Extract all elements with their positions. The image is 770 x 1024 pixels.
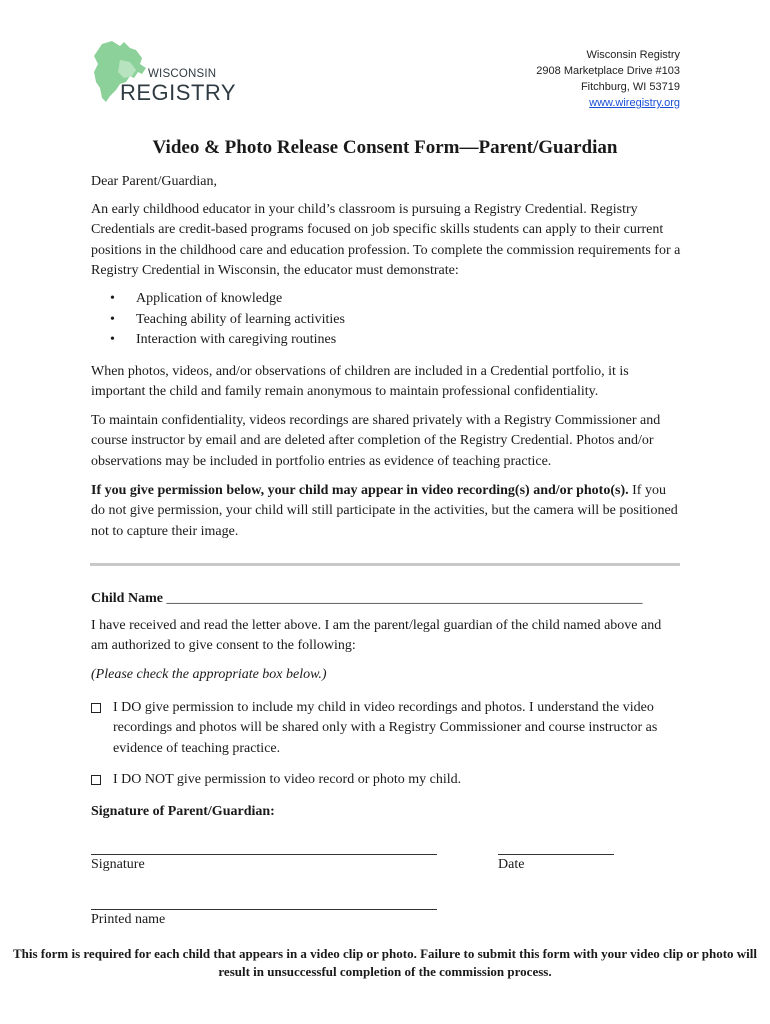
address-line-1: 2908 Marketplace Drive #103 [536, 65, 680, 77]
child-name-line[interactable]: ____________________________________________________________________ [162, 591, 643, 606]
organization-address [536, 47, 680, 111]
confidentiality-paragraph: To maintain confidentiality, videos recordings are shared privately with a Registry Commissioner and course instructor by email and are deleted after completion of the Registry Credential. Photos and/or observations may be included in portfolio entries as evidence of teaching practice. [91, 413, 661, 469]
logo-text-registry: REGISTRY [120, 80, 237, 105]
signature-line[interactable] [91, 854, 437, 855]
permission-rest-text: If you do not give permission, your child will still participate in the activities, but the camera will be positioned not to capture their image. [91, 483, 678, 539]
permission-no-checkbox[interactable] [91, 775, 101, 785]
anonymity-paragraph: When photos, videos, and/or observations of children are included in a Credential portfolio, it is important the child and family remain anonymous to maintain professional confidentiality. [91, 364, 629, 400]
date-line[interactable] [498, 854, 614, 855]
requirements-list [110, 289, 345, 351]
option-deny-permission[interactable] [91, 770, 681, 790]
list-item: • Application of knowledge [110, 289, 345, 310]
option-give-permission[interactable] [91, 698, 681, 759]
address-line-2: Fitchburg, WI 53719 [580, 81, 680, 93]
permission-yes-label: I DO give permission to include my child in video recordings and photos. I understand the video recordings and photos will be shared only with a Registry Commissioner and course instructor as evidence of teaching practice. [113, 700, 658, 756]
logo-text-wisconsin: WISCONSIN [148, 68, 217, 80]
intro-paragraph: An early childhood educator in your child’s classroom is pursuing a Registry Credential. Registry Credentials are credit-based programs focused on job specific skills students can apply to their current positions in the childhood care and education profession. To complete the commission requirements for a Registry Credential in Wisconsin, the educator must demonstrate: [91, 202, 681, 279]
permission-yes-checkbox[interactable] [91, 703, 101, 713]
signature-label: Signature [91, 857, 145, 872]
org-name: Wisconsin Registry [586, 49, 680, 61]
acknowledgement-paragraph: I have received and read the letter above. I am the parent/legal guardian of the child named above and am authorized to give consent to the following: [91, 618, 662, 654]
date-label: Date [498, 857, 525, 872]
child-name-label: Child Name [91, 591, 163, 606]
permission-no-label: I DO NOT give permission to video record or photo my child. [113, 772, 462, 787]
permission-bold-text: If you give permission below, your child may appear in video recording(s) and/or photo(s). [91, 483, 629, 498]
child-name-field[interactable] [91, 589, 681, 609]
footer-notice: This form is required for each child that appears in a video clip or photo. Failure to submit this form with your video clip or photo will result in unsuccessful completion of the commission process. [12, 946, 758, 979]
salutation: Dear Parent/Guardian, [91, 174, 217, 189]
check-instruction: (Please check the appropriate box below.) [91, 667, 327, 682]
list-item: • Interaction with caregiving routines [110, 330, 345, 351]
form-title: Video & Photo Release Consent Form—Parent/Guardian [152, 137, 618, 158]
printed-name-label: Printed name [91, 912, 166, 927]
permission-paragraph [91, 481, 681, 542]
signature-heading: Signature of Parent/Guardian: [91, 804, 275, 819]
wisconsin-registry-logo [90, 38, 237, 108]
printed-name-line[interactable] [91, 909, 437, 910]
list-item: • Teaching ability of learning activities [110, 310, 345, 331]
website-link[interactable]: www.wiregistry.org [589, 97, 680, 109]
section-divider [90, 563, 680, 566]
